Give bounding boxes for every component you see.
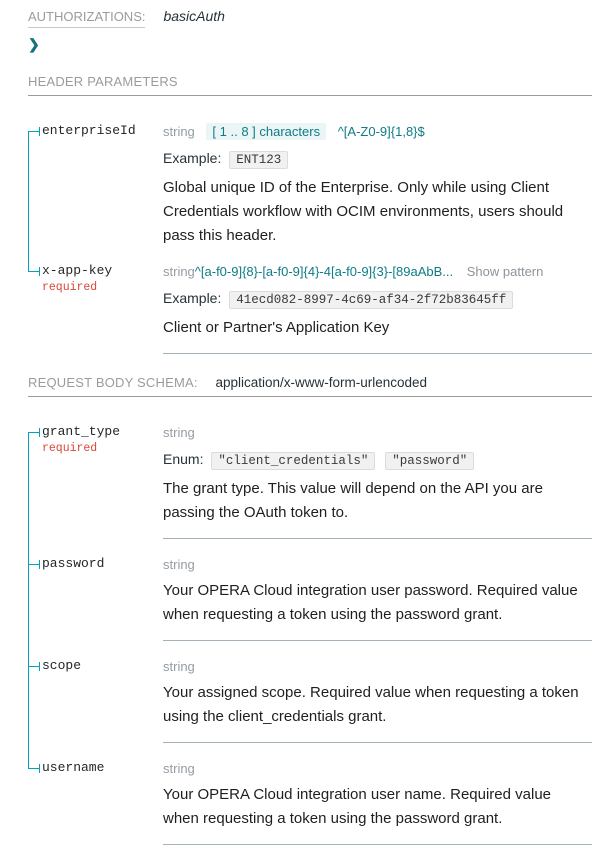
type-line (163, 555, 592, 574)
show-pattern-button[interactable]: Show pattern (466, 264, 544, 279)
type-line (163, 423, 592, 442)
param-type: string (163, 425, 195, 440)
param-name: password (42, 556, 105, 571)
param-left-cell (28, 555, 163, 641)
type-line (163, 759, 592, 778)
constraint-badge: [ 1 .. 8 ] characters (206, 123, 326, 140)
param-row-grant-type (28, 423, 592, 539)
body-parameters-group (28, 423, 592, 845)
required-badge: required (42, 442, 98, 455)
param-row-enterpriseid (28, 122, 592, 262)
type-line (163, 122, 592, 141)
required-badge: required (42, 281, 98, 294)
param-type: string (163, 124, 195, 139)
header-parameters-group (28, 122, 592, 354)
param-description: Client or Partner's Application Key (163, 319, 390, 336)
example-label: Example: (163, 150, 222, 166)
request-body-schema-title (28, 375, 592, 390)
authorizations-row (28, 8, 592, 28)
enum-value: "password" (385, 452, 474, 470)
param-right-cell (163, 657, 592, 743)
example-line (163, 287, 592, 311)
section-rule (28, 396, 592, 397)
param-left-cell (28, 262, 163, 354)
example-label: Example: (163, 290, 222, 306)
param-description: Your assigned scope. Required value when requesting a token using the client_credentials grant. (163, 684, 579, 725)
param-type: string (163, 264, 195, 279)
param-row-password (28, 539, 592, 641)
param-name: x-app-key (42, 263, 113, 278)
param-right-cell (163, 262, 592, 354)
authorizations-label: AUTHORIZATIONS: (28, 9, 145, 28)
param-description: Global unique ID of the Enterprise. Only while using Client Credentials workflow with OCIM environments, users should pass this header. (163, 179, 564, 244)
param-left-cell (28, 759, 163, 845)
param-right-cell (163, 122, 592, 262)
pattern-text: ^[a-f0-9]{8}-[a-f0-9]{4}-4[a-f0-9]{3}-[89aAbB... (194, 264, 454, 279)
param-row-scope (28, 641, 592, 743)
section-rule (28, 95, 592, 96)
param-name: enterpriseId (42, 123, 136, 138)
type-line (163, 657, 592, 676)
param-name: username (42, 760, 105, 775)
example-value: ENT123 (229, 151, 288, 169)
request-body-schema-label: REQUEST BODY SCHEMA: (28, 375, 198, 390)
param-right-cell (163, 759, 592, 845)
param-type: string (163, 557, 195, 572)
param-description: The grant type. This value will depend on the API you are passing the OAuth token to. (163, 480, 543, 521)
enum-label: Enum: (163, 451, 204, 467)
param-left-cell (28, 423, 163, 539)
header-parameters-title: HEADER PARAMETERS (28, 74, 178, 89)
authorizations-value: basicAuth (163, 8, 225, 24)
expand-chevron-icon[interactable]: ❯ (28, 36, 40, 52)
param-right-cell (163, 555, 592, 641)
pattern-text: ^[A-Z0-9]{1,8}$ (337, 124, 425, 139)
example-value: 41ecd082-8997-4c69-af34-2f72b83645ff (229, 291, 513, 309)
type-line (163, 262, 592, 281)
param-left-cell (28, 122, 163, 262)
param-type: string (163, 761, 195, 776)
enum-value: "client_credentials" (211, 452, 375, 470)
param-row-x-app-key (28, 262, 592, 354)
example-line (163, 147, 592, 171)
param-description: Your OPERA Cloud integration user name. Required value when requesting a token using the password grant. (163, 786, 552, 827)
param-right-cell (163, 423, 592, 539)
param-name: grant_type (42, 424, 121, 439)
param-name: scope (42, 658, 82, 673)
content-type-value: application/x-www-form-urlencoded (215, 375, 428, 390)
param-description: Your OPERA Cloud integration user password. Required value when requesting a token using the password grant. (163, 582, 578, 623)
param-row-username (28, 743, 592, 845)
enum-line (163, 448, 592, 472)
param-divider (163, 353, 592, 354)
param-type: string (163, 659, 195, 674)
param-left-cell (28, 657, 163, 743)
